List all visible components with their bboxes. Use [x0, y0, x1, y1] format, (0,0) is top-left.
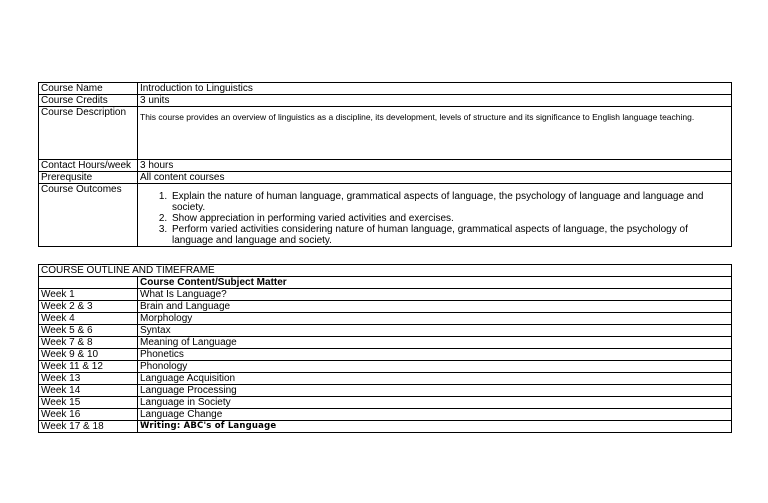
topic-cell: Phonetics: [138, 349, 732, 361]
table-row: [39, 337, 732, 349]
table-row: [39, 397, 732, 409]
topic-cell: Language Change: [138, 409, 732, 421]
course-credits-label: Course Credits: [39, 95, 138, 107]
week-cell: Week 4: [39, 313, 138, 325]
prerequisite-label: Prerequsite: [39, 172, 138, 184]
outline-title: COURSE OUTLINE AND TIMEFRAME: [39, 265, 732, 277]
course-description-value: This course provides an overview of linguistics as a discipline, its development, levels of structure and its significance to English language teaching.: [140, 112, 695, 122]
outcome-item: 1. Explain the nature of human language, grammatical aspects of language, the psychology of language and language and society.: [170, 191, 723, 213]
week-header-cell: [39, 277, 138, 289]
table-row: [39, 325, 732, 337]
topic-cell: Writing: ABC's of Language: [138, 421, 732, 433]
table-row: [39, 277, 732, 289]
week-cell: Week 14: [39, 385, 138, 397]
course-description-label: Course Description: [39, 107, 138, 160]
week-cell: Week 15: [39, 397, 138, 409]
course-info-table: [38, 82, 732, 247]
prerequisite-value: All content courses: [138, 172, 732, 184]
course-name-value: Introduction to Linguistics: [138, 83, 732, 95]
course-outcomes-cell: [138, 184, 732, 247]
table-row: [39, 361, 732, 373]
table-row: [39, 373, 732, 385]
table-row: [39, 95, 732, 107]
table-row: [39, 107, 732, 160]
course-outline-table: [38, 264, 732, 433]
week-cell: Week 11 & 12: [39, 361, 138, 373]
course-description-cell: [138, 107, 732, 160]
table-row: [39, 184, 732, 247]
table-row: [39, 160, 732, 172]
table-row: [39, 301, 732, 313]
course-outcomes-list: [140, 191, 729, 246]
table-row: [39, 421, 732, 433]
topic-cell: Language Acquisition: [138, 373, 732, 385]
topic-cell: Brain and Language: [138, 301, 732, 313]
table-row: [39, 289, 732, 301]
outcome-item: 3. Perform varied activities considering nature of human language, grammatical aspects of language, the psychology of language and language and society.: [170, 224, 723, 246]
week-cell: Week 16: [39, 409, 138, 421]
table-row: [39, 409, 732, 421]
contact-hours-label: Contact Hours/week: [39, 160, 138, 172]
table-row: [39, 265, 732, 277]
topic-cell: Language Processing: [138, 385, 732, 397]
topic-cell: Language in Society: [138, 397, 732, 409]
course-credits-value: 3 units: [138, 95, 732, 107]
course-name-label: Course Name: [39, 83, 138, 95]
topic-cell: What Is Language?: [138, 289, 732, 301]
content-column-header: Course Content/Subject Matter: [138, 277, 732, 289]
contact-hours-value: 3 hours: [138, 160, 732, 172]
outcome-item: 2. Show appreciation in performing varied activities and exercises.: [170, 213, 723, 224]
topic-cell: Morphology: [138, 313, 732, 325]
topic-cell: Syntax: [138, 325, 732, 337]
week-cell: Week 7 & 8: [39, 337, 138, 349]
week-cell: Week 2 & 3: [39, 301, 138, 313]
topic-cell: Meaning of Language: [138, 337, 732, 349]
week-cell: Week 5 & 6: [39, 325, 138, 337]
week-cell: Week 13: [39, 373, 138, 385]
course-outcomes-label: Course Outcomes: [39, 184, 138, 247]
table-row: [39, 313, 732, 325]
table-row: [39, 172, 732, 184]
table-row: [39, 83, 732, 95]
week-cell: Week 9 & 10: [39, 349, 138, 361]
table-row: [39, 349, 732, 361]
week-cell: Week 17 & 18: [39, 421, 138, 433]
week-cell: Week 1: [39, 289, 138, 301]
table-row: [39, 385, 732, 397]
topic-cell: Phonology: [138, 361, 732, 373]
